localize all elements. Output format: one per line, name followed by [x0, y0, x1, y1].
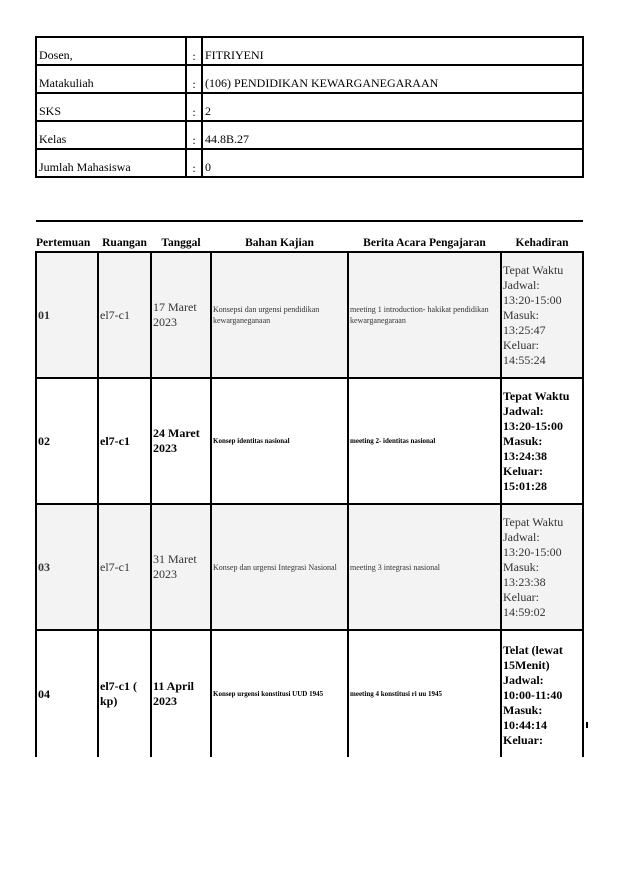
cell-bahan-kajian: Konsepsi dan urgensi pendidikan kewarganeganaan: [211, 252, 348, 378]
info-separator: :: [186, 65, 202, 93]
keluar-value: 14:59:02: [503, 605, 546, 619]
cell-tanggal: 17 Maret 2023: [151, 252, 211, 378]
header-ruangan: Ruangan: [98, 221, 151, 252]
jadwal-value: 13:20-15:00: [503, 419, 563, 433]
keluar-label: Keluar:: [503, 464, 543, 478]
attendance-status: Telat (lewat 15Menit): [503, 643, 563, 672]
info-label: Matakuliah: [36, 65, 186, 93]
info-separator: :: [186, 121, 202, 149]
info-label: SKS: [36, 93, 186, 121]
cell-ruangan: el7-c1 ( kp): [98, 630, 151, 757]
info-separator: :: [186, 149, 202, 177]
cell-tanggal: 11 April 2023: [151, 630, 211, 757]
masuk-value: 10:44:14: [503, 718, 547, 732]
jadwal-label: Jadwal:: [503, 278, 540, 292]
masuk-label: Masuk:: [503, 703, 543, 717]
info-value: FITRIYENI: [202, 37, 583, 65]
info-value: 2: [202, 93, 583, 121]
table-row: [36, 504, 583, 630]
attendance-status: Tepat Waktu: [503, 389, 570, 403]
header-tanggal: Tanggal: [151, 221, 211, 252]
cell-kehadiran: [501, 252, 583, 378]
course-info-table: [35, 36, 584, 178]
info-label: Jumlah Mahasiswa: [36, 149, 186, 177]
info-row-jumlah-mahasiswa: [36, 149, 583, 177]
info-label: Dosen,: [36, 37, 186, 65]
jadwal-value: 13:20-15:00: [503, 293, 562, 307]
cell-pertemuan: 03: [36, 504, 98, 630]
header-berita-acara: Berita Acara Pengajaran: [348, 221, 501, 252]
table-row: [36, 252, 583, 378]
info-row-kelas: [36, 121, 583, 149]
cell-bahan-kajian: Konsep dan urgensi Integrasi Nasional: [211, 504, 348, 630]
table-row: [36, 378, 583, 504]
cell-bahan-kajian: Konsep identitas nasional: [211, 378, 348, 504]
info-label: Kelas: [36, 121, 186, 149]
info-value: 0: [202, 149, 583, 177]
cell-berita-acara: meeting 3 integrasi nasional: [348, 504, 501, 630]
cell-kehadiran: [501, 504, 583, 630]
keluar-label: Keluar:: [503, 590, 539, 604]
cell-tanggal: 31 Maret 2023: [151, 504, 211, 630]
cell-berita-acara: meeting 1 introduction- hakikat pendidikan kewarganegaraan: [348, 252, 501, 378]
jadwal-value: 10:00-11:40: [503, 688, 563, 702]
attendance-status: Tepat Waktu: [503, 263, 564, 277]
cell-kehadiran: [501, 630, 583, 757]
header-pertemuan: Pertemuan: [36, 221, 98, 252]
cell-pertemuan: 02: [36, 378, 98, 504]
cell-ruangan: el7-c1: [98, 252, 151, 378]
cell-ruangan: el7-c1: [98, 378, 151, 504]
jadwal-label: Jadwal:: [503, 404, 544, 418]
cell-tanggal: 24 Maret 2023: [151, 378, 211, 504]
cell-pertemuan: 04: [36, 630, 98, 757]
jadwal-value: 13:20-15:00: [503, 545, 562, 559]
table-continuation-edge: [35, 722, 588, 728]
cell-berita-acara: meeting 4 konstitusi ri uu 1945: [348, 630, 501, 757]
masuk-value: 13:23:38: [503, 575, 546, 589]
table-header-row: [36, 221, 583, 252]
info-row-sks: [36, 93, 583, 121]
keluar-label: Keluar:: [503, 338, 539, 352]
keluar-value: 15:01:28: [503, 479, 547, 493]
header-bahan-kajian: Bahan Kajian: [211, 221, 348, 252]
cell-berita-acara: meeting 2- identitas nasional: [348, 378, 501, 504]
attendance-status: Tepat Waktu: [503, 515, 564, 529]
masuk-label: Masuk:: [503, 308, 539, 322]
meeting-schedule-table: [35, 220, 584, 757]
header-kehadiran: Kehadiran: [501, 221, 583, 252]
info-value: (106) PENDIDIKAN KEWARGANEGARAAN: [202, 65, 583, 93]
jadwal-label: Jadwal:: [503, 673, 544, 687]
keluar-value: 14:55:24: [503, 353, 546, 367]
cell-kehadiran: [501, 378, 583, 504]
info-row-dosen: [36, 37, 583, 65]
info-separator: :: [186, 37, 202, 65]
masuk-label: Masuk:: [503, 560, 539, 574]
cell-bahan-kajian: Konsep urgensi konstitusi UUD 1945: [211, 630, 348, 757]
masuk-value: 13:25:47: [503, 323, 546, 337]
cell-pertemuan: 01: [36, 252, 98, 378]
info-row-matakuliah: [36, 65, 583, 93]
keluar-label: Keluar:: [503, 733, 543, 747]
info-separator: :: [186, 93, 202, 121]
jadwal-label: Jadwal:: [503, 530, 540, 544]
info-value: 44.8B.27: [202, 121, 583, 149]
masuk-value: 13:24:38: [503, 449, 547, 463]
masuk-label: Masuk:: [503, 434, 543, 448]
cell-ruangan: el7-c1: [98, 504, 151, 630]
table-row: [36, 630, 583, 757]
